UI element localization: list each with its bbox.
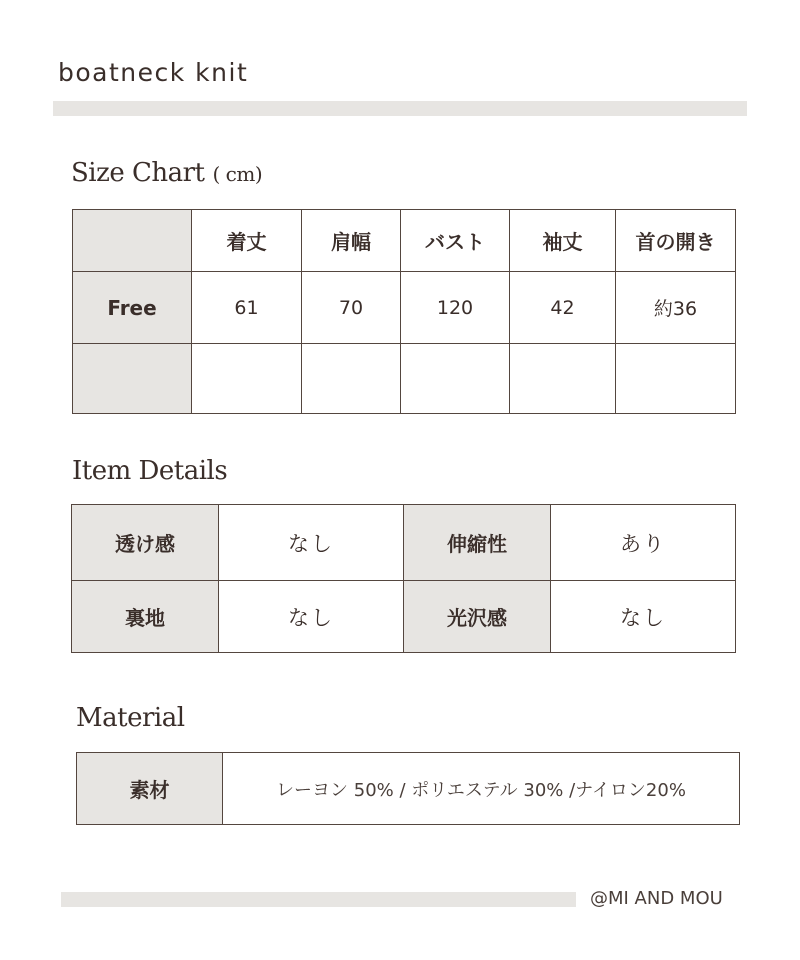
size-chart-heading <box>71 158 262 188</box>
size-chart-table <box>72 209 736 414</box>
table-row <box>72 505 736 581</box>
unit-label: ( cm) <box>212 162 263 186</box>
table-row <box>73 272 736 344</box>
header-cell: バスト <box>401 210 510 272</box>
attribute-value: なし <box>219 505 404 581</box>
table-header-row <box>73 210 736 272</box>
empty-cell <box>616 344 736 414</box>
empty-cell <box>302 344 401 414</box>
brand-credit: @MI AND MOU <box>590 888 723 909</box>
size-chart-title: Size Chart <box>71 158 205 188</box>
table-row <box>72 581 736 653</box>
product-title: boatneck knit <box>58 58 249 87</box>
value-cell: 70 <box>302 272 401 344</box>
value-cell: 61 <box>192 272 302 344</box>
item-details-heading: Item Details <box>72 456 228 486</box>
empty-cell <box>73 344 192 414</box>
size-label: Free <box>73 272 192 344</box>
attribute-value: なし <box>551 581 736 653</box>
footer-bar <box>61 892 576 907</box>
header-cell: 着丈 <box>192 210 302 272</box>
divider-bar <box>53 101 747 116</box>
header-cell: 肩幅 <box>302 210 401 272</box>
attribute-label: 伸縮性 <box>404 505 551 581</box>
empty-cell <box>401 344 510 414</box>
attribute-label: 透け感 <box>72 505 219 581</box>
material-heading: Material <box>76 703 185 733</box>
attribute-value: あり <box>551 505 736 581</box>
attribute-label: 光沢感 <box>404 581 551 653</box>
value-cell: 42 <box>510 272 616 344</box>
empty-cell <box>510 344 616 414</box>
header-cell: 首の開き <box>616 210 736 272</box>
material-value: レーヨン 50% / ポリエステル 30% /ナイロン20% <box>223 753 740 825</box>
header-cell: 袖丈 <box>510 210 616 272</box>
value-cell: 約36 <box>616 272 736 344</box>
empty-row <box>73 344 736 414</box>
material-label: 素材 <box>77 753 223 825</box>
material-table <box>76 752 740 825</box>
table-row <box>77 753 740 825</box>
corner-cell <box>73 210 192 272</box>
item-details-table <box>71 504 736 653</box>
attribute-label: 裏地 <box>72 581 219 653</box>
attribute-value: なし <box>219 581 404 653</box>
empty-cell <box>192 344 302 414</box>
value-cell: 120 <box>401 272 510 344</box>
